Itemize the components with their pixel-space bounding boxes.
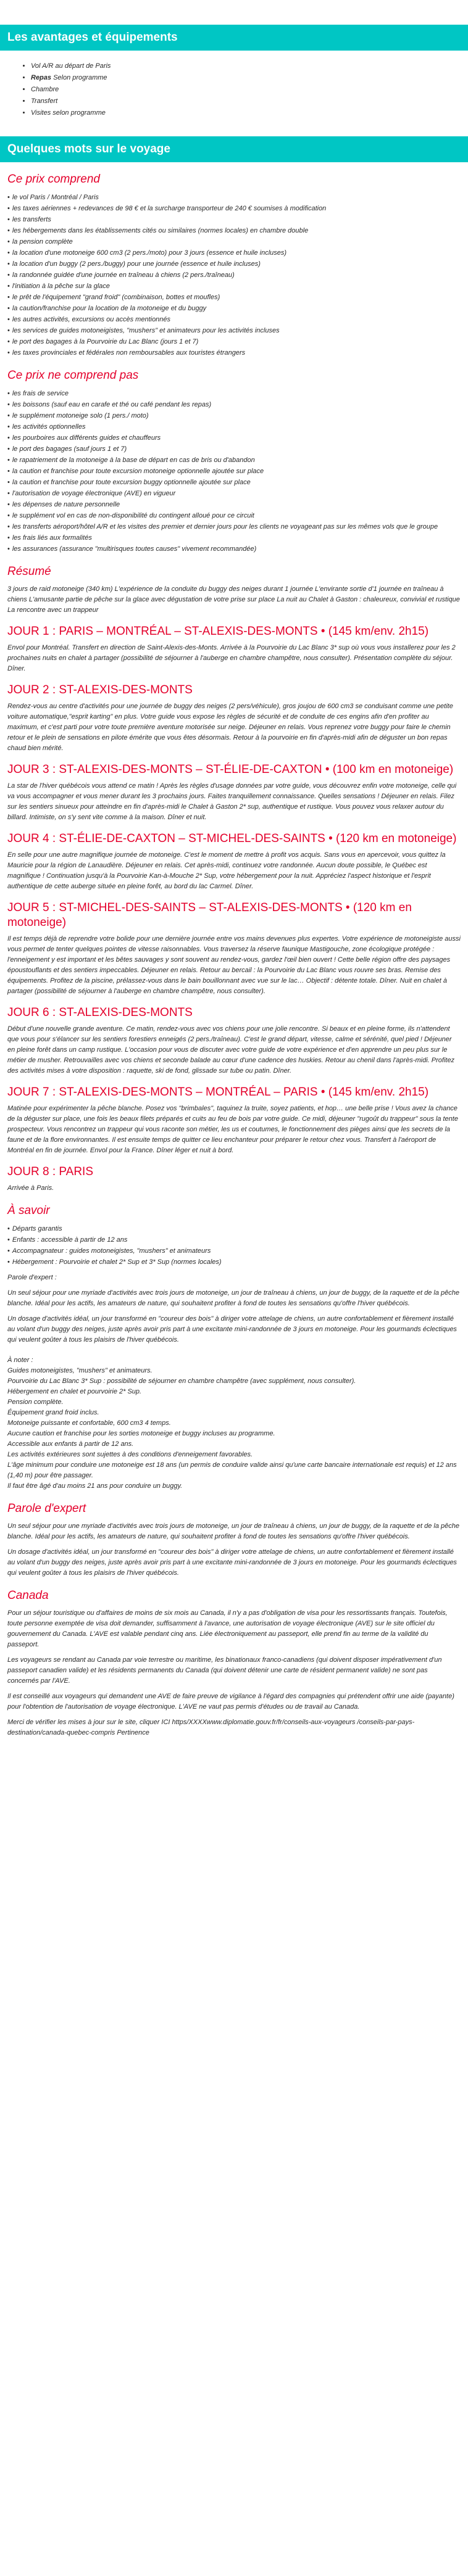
- canada-text: Pour un séjour touristique ou d'affaires de moins de six mois au Canada, il n'y a pas d'obligation de visa pour les ressortissants français. Toutefois, toute personne exemptée de visa doit demander, suffisamment à l'avance, une autorisation de voyage électronique (AVE) sur le site officiel du gouvernement du Canada. L'AVE est valable pendant cinq ans. Liée électroniquement au passeport, elle prend fin au terme de la validité du passeport.: [7, 1609, 448, 1648]
- expert-text: Un seul séjour pour une myriade d'activités avec trois jours de motoneige, un jour de traîneau à chiens, un jour de buggy, de la raquette et de la pêche blanche. Idéal pour les actifs, les amateurs de nature, qui souhaitent profiter à fond de toutes les sensations qu'offre l'hiver québécois.: [7, 1289, 460, 1307]
- includes-item: • la caution/franchise pour la location de la motoneige et du buggy: [7, 303, 461, 314]
- note-line: Accessible aux enfants à partir de 12 ans.: [7, 1440, 134, 1448]
- know-item: • Accompagnateur : guides motoneigistes, "mushers" et animateurs: [7, 1245, 461, 1257]
- day-text: Rendez-vous au centre d'activités pour une journée de buggy des neiges (2 pers/véhicule), gros joujou de 600 cm3 se conduisant comme une petite voiture automatique,"esprit karting" en plus. Votre guide vous expose les règles de sécurité et de conduite de ces engins afin d'en profiter au maximum, et c'est parti pour votre toute première aventure motorisée sur neige. Déjeuner en relais. Vous reprenez votre buggy pour faire le chemin retour et le plein de sensations en pilote émérite que vous êtes désormais. Retour à la pourvoirie en fin d'après-midi afin de déguster un bon repas chaud bien mérité.: [7, 703, 453, 752]
- note-line: Les activités extérieures sont sujettes à des conditions d'enneigement favorables.: [7, 1451, 253, 1458]
- expert2-text: Un seul séjour pour une myriade d'activités avec trois jours de motoneige, un jour de traîneau à chiens, un jour de buggy, de la raquette et de la pêche blanche. Idéal pour les actifs, les amateurs de nature, qui souhaitent profiter à fond de toutes les sensations qu'offre l'hiver québécois.: [7, 1522, 460, 1540]
- know-item: • Départs garantis: [7, 1223, 461, 1234]
- day-text: Arrivée à Paris.: [7, 1184, 54, 1192]
- excludes-item: • la caution et franchise pour toute excursion buggy optionnelle ajoutée sur place: [7, 477, 461, 488]
- note-line: Aucune caution et franchise pour les sorties motoneige et buggy incluses au programme.: [7, 1430, 275, 1437]
- canada-text: Il est conseillé aux voyageurs qui demandent une AVE de faire preuve de vigilance à l'égard des compagnies qui prétendent offrir une aide (payante) pour l'obtention de l'autorisation de voyage électronique. L'AVE ne vaut pas permis d'études ou de travail au Canada.: [7, 1693, 454, 1711]
- includes-item: • les services de guides motoneigistes, "mushers" et animateurs pour les activités incluses: [7, 325, 461, 336]
- includes-item: • les taxes provinciales et fédérales non remboursables aux touristes étrangers: [7, 347, 461, 358]
- voyage-section: [0, 172, 468, 1738]
- includes-item: • l'initiation à la pêche sur la glace: [7, 281, 461, 292]
- day-title: JOUR 2 : ST-ALEXIS-DES-MONTS: [7, 683, 193, 696]
- note-line: Motoneige puissante et confortable, 600 cm3 4 temps.: [7, 1419, 171, 1427]
- excludes-item: • l'autorisation de voyage électronique (AVE) en vigueur: [7, 488, 461, 499]
- note-line: Pourvoirie du Lac Blanc 3* Sup : possibilité de séjourner en chambre champêtre (avec supplément, nous consulter).: [7, 1377, 356, 1385]
- day-text: Début d'une nouvelle grande aventure. Ce matin, rendez-vous avec vos chiens pour une jolie rencontre. Si beaux et en pleine forme, ils n'attendent que vous pour s'élancer sur les sentiers forestiers enneigés (2 pers./traîneau). C'est le grand départ, vitesse, calme et sérénité, quel pied ! Déjeuner en pleine forêt dans un camp rustique. L'occasion pour vous de discuter avec votre guide de votre expérience et d'en apprendre un peu plus sur le métier de musher. Retrouvailles avec vos chiens et seconde balade au cœur d'une cadence des huskies. Retour au chenil dans l'après-midi. Profitez des activités mises à votre disposition : raquette, ski de fond, glissade sur tube ou patin. Dîner.: [7, 1025, 455, 1075]
- day-title: JOUR 1 : PARIS – MONTRÉAL – ST-ALEXIS-DES-MONTS • (145 km/env. 2h15): [7, 625, 429, 638]
- note-line: L'âge minimum pour conduire une motoneige est 18 ans (un permis de conduire valide ainsi qu'une carte bancaire internationale est requis) et 12 ans (1,40 m) pour être passager.: [7, 1461, 457, 1479]
- excludes-item: • les transferts aéroport/hôtel A/R et les visites des premier et dernier jours pour les clients ne voyageant pas sur les mêmes vols que le groupe: [7, 521, 461, 532]
- includes-list: [7, 192, 461, 358]
- note-line: Équipement grand froid inclus.: [7, 1409, 99, 1416]
- excludes-item: • le port des bagages (sauf jours 1 et 7): [7, 444, 461, 455]
- excludes-item: • le rapatriement de la motoneige à la base de départ en cas de bris ou d'abandon: [7, 455, 461, 466]
- excludes-item: • les dépenses de nature personnelle: [7, 499, 461, 510]
- itinerary: [7, 624, 461, 1194]
- note-line: Pension complète.: [7, 1398, 64, 1406]
- note-label: À noter :: [7, 1356, 33, 1364]
- day-text: La star de l'hiver québécois vous attend ce matin ! Après les règles d'usage données par votre guide, vous découvrez enfin votre motoneige, celle qui va vous accompagner et vous mener durant les 3 prochains jours. Faites tranquillement connaissance. Quelles sensations ! Déjeuner en relais. Filez sur les sentiers sinueux pour atteindre en fin d'après-midi le Chalet à Gaston 2* sup, authentique et rustique. Vous pouvez vous relaxer autour du billard. Intimiste, on s'y sent vite comme à la maison. Dîner et nuit.: [7, 782, 457, 821]
- note-line: Hébergement en chalet et pourvoirie 2* Sup.: [7, 1388, 142, 1395]
- day-text: Matinée pour expérimenter la pêche blanche. Posez vos "brimbales", taquinez la truite, soyez patients, et hop… une belle prise ! Vous avez la chance de la déguster sur place, une fois les beaux filets préparés et cuits au feu de bois par votre guide. Ce midi, déjeuner "rugoût du trappeur" sous la tente prospecteur. Vous rencontrez un trappeur qui vous raconte son métier, les us et coutumes, le fonctionnement des pièges ainsi que les secrets de la faune et de la flore environnantes. Il est ensuite temps de quitter ce lieu enchanteur pour préparer le retour chez vous. Transfert à l'aéroport de Montréal en fin de journée. Envol pour la France. Dîner léger et nuit à bord.: [7, 1105, 458, 1154]
- advantage-item: • Transfert: [31, 96, 461, 107]
- canada-link-text[interactable]: Merci de vérifier les mises à jour sur le site, cliquer ICI https/XXXXwww.diplomatie.gouv.fr/fr/conseils-aux-voyageurs /conseils-par-pays-destination/canada-quebec-compris Pertinence: [7, 1719, 415, 1736]
- includes-item: • la location d'un buggy (2 pers./buggy) pour une journée (essence et huile incluses): [7, 258, 461, 270]
- includes-item: • la pension complète: [7, 236, 461, 247]
- includes-item: • les autres activités, excursions ou accès mentionnés: [7, 314, 461, 325]
- advantage-item: • Visites selon programme: [31, 107, 461, 119]
- excludes-item: • les assurances (assurance "multirisques toutes causes" vivement recommandée): [7, 543, 461, 555]
- note-line: Il faut être âgé d'au moins 21 ans pour conduire un buggy.: [7, 1482, 183, 1490]
- advantages-section: [0, 60, 468, 119]
- advantage-item: • Chambre: [31, 84, 461, 96]
- day-text: Envol pour Montréal. Transfert en direction de Saint-Alexis-des-Monts. Arrivée à la Pourvoirie du Lac Blanc 3* sup où vous vous installerez pour les 2 prochaines nuits en chalet à partager (possibilité de séjourner à l'auberge en chambre champêtre, nous consulter). Présentation complète du séjour. Dîner.: [7, 644, 456, 672]
- day-title: JOUR 4 : ST-ÉLIE-DE-CAXTON – ST-MICHEL-DES-SAINTS • (120 km en motoneige): [7, 832, 457, 845]
- voyage-header: Quelques mots sur le voyage: [0, 136, 468, 162]
- advantage-item: • Vol A/R au départ de Paris: [31, 60, 461, 72]
- know-title: À savoir: [7, 1204, 50, 1217]
- expert-label: Parole d'expert :: [7, 1274, 57, 1281]
- day-title: JOUR 3 : ST-ALEXIS-DES-MONTS – ST-ÉLIE-DE-CAXTON • (100 km en motoneige): [7, 763, 454, 776]
- excludes-item: • les frais de service: [7, 388, 461, 399]
- day-title: JOUR 8 : PARIS: [7, 1165, 94, 1178]
- canada-title: Canada: [7, 1589, 49, 1602]
- excludes-item: • les frais liés aux formalités: [7, 532, 461, 543]
- includes-item: • le port des bagages à la Pourvoirie du Lac Blanc (jours 1 et 7): [7, 336, 461, 347]
- day-title: JOUR 5 : ST-MICHEL-DES-SAINTS – ST-ALEXIS-DES-MONTS • (120 km en motoneige): [7, 901, 412, 929]
- includes-title: Ce prix comprend: [7, 173, 100, 186]
- summary-title: Résumé: [7, 565, 51, 578]
- excludes-item: • les activités optionnelles: [7, 421, 461, 432]
- day-text: En selle pour une autre magnifique journée de motoneige. C'est le moment de mettre à profit vos acquis. Sans vous en apercevoir, vous quittez la Mauricie pour la région de Lanaudière. Déjeuner en relais. Cet après-midi, continuez votre randonnée. Aucun doute possible, le Québec est magnifique ! Continuation jusqu'à la Pourvoirie Kan-à-Mouche 2* Sup, votre hébergement pour la nuit. Appréciez l'aspect historique et l'esprit authentique de cette auberge située en pleine forêt, au bord du lac Carmel. Dîner.: [7, 851, 446, 890]
- excludes-list: [7, 388, 461, 555]
- expert2-text: Un dosage d'activités idéal, un jour transformé en "coureur des bois" à diriger votre attelage de chiens, un autre confortablement et fièrement installé au volant d'un buggy des neiges, juste après avoir pris part à une excitante mini-randonnée de 3 jours en motoneige. Pour les gourmands éclectiques qui veulent goûter à tous les plaisirs de l'hiver québécois.: [7, 1548, 457, 1577]
- canada-text: Les voyageurs se rendant au Canada par voie terrestre ou maritime, les binationaux franco-canadiens (qui doivent disposer impérativement d'un passeport canadien valide) et les résidents permanents du Canada (qui doivent détenir une carte de résident permanent valide) ne sont pas concernés par l'AVE.: [7, 1656, 442, 1685]
- includes-item: • les hébergements dans les établissements cités ou similaires (normes locales) en chambre double: [7, 225, 461, 236]
- excludes-item: • le supplément vol en cas de non-disponibilité du contingent alloué pour ce circuit: [7, 510, 461, 521]
- includes-item: • les taxes aériennes + redevances de 98 € et la surcharge transporteur de 240 € soumises à modification: [7, 203, 461, 214]
- expert-text: Un dosage d'activités idéal, un jour transformé en "coureur des bois" à diriger votre attelage de chiens, un autre confortablement et fièrement installé au volant d'un buggy des neiges, juste après avoir pris part à une excitante mini-randonnée de 3 jours en motoneige. Pour les gourmands éclectiques qui veulent goûter à tous les plaisirs de l'hiver québécois.: [7, 1315, 457, 1344]
- excludes-title: Ce prix ne comprend pas: [7, 369, 139, 382]
- day-title: JOUR 7 : ST-ALEXIS-DES-MONTS – MONTRÉAL – PARIS • (145 km/env. 2h15): [7, 1086, 429, 1099]
- advantages-list: [7, 60, 461, 119]
- day-title: JOUR 6 : ST-ALEXIS-DES-MONTS: [7, 1006, 193, 1019]
- expert2-title: Parole d'expert: [7, 1502, 86, 1515]
- includes-item: • les transferts: [7, 214, 461, 225]
- includes-item: • le prêt de l'équipement "grand froid" (combinaison, bottes et moufles): [7, 292, 461, 303]
- advantage-item: • Repas Selon programme: [31, 72, 461, 84]
- advantages-header: Les avantages et équipements: [0, 25, 468, 51]
- summary-text: 3 jours de raid motoneige (340 km) L'expérience de la conduite du buggy des neiges durant 1 journée L'envirante sortie d'1 journée en traîneau à chiens L'amusante partie de pêche sur la glace avec dégustation de votre prise sur place La nuit au Chalet à Gaston : chaleureux, convivial et rustique La rencontre avec un trappeur: [7, 585, 460, 614]
- know-item: • Enfants : accessible à partir de 12 ans: [7, 1234, 461, 1245]
- excludes-item: • la caution et franchise pour toute excursion motoneige optionnelle ajoutée sur place: [7, 466, 461, 477]
- includes-item: • la location d'une motoneige 600 cm3 (2 pers./moto) pour 3 jours (essence et huile incluses): [7, 247, 461, 258]
- note-lines: [7, 1366, 461, 1492]
- excludes-item: • le supplément motoneige solo (1 pers./ moto): [7, 410, 461, 421]
- know-item: • Hébergement : Pourvoirie et chalet 2* Sup et 3* Sup (normes locales): [7, 1257, 461, 1268]
- note-line: Guides motoneigistes, "mushers" et animateurs.: [7, 1367, 153, 1374]
- excludes-item: • les boissons (sauf eau en carafe et thé ou café pendant les repas): [7, 399, 461, 410]
- includes-item: • le vol Paris / Montréal / Paris: [7, 192, 461, 203]
- day-text: Il est temps déjà de reprendre votre bolide pour une dernière journée entre vos mains devenues plus expertes. Votre expérience de motoneigiste aussi vous permet de tenter quelques pointes de vitesse raisonnables. Vous traversez la réserve faunique Mastigouche, zone écologique protégée : l'enneigement y est important et les bêtes sauvages y sont souvent au rendez-vous, gardez l'œil bien ouvert ! Cette belle région offre des paysages époustouflants et des sentiers impeccables. Déjeuner en relais. Retour au bercail : la Pourvoirie du Lac Blanc vous rouvre ses bras. Remise des équipements. Profitez de la piscine, prélassez-vous dans le bain bouillonnant avec vue sur le lac… Objectif : détente totale. Dîner. Nuit en chalet à partager (possibilité de séjourner à l'auberge en chambre champêtre, nous consulter).: [7, 935, 461, 995]
- know-list: [7, 1223, 461, 1268]
- includes-item: • la randonnée guidée d'une journée en traîneau à chiens (2 pers./traîneau): [7, 270, 461, 281]
- excludes-item: • les pourboires aux différents guides et chauffeurs: [7, 432, 461, 444]
